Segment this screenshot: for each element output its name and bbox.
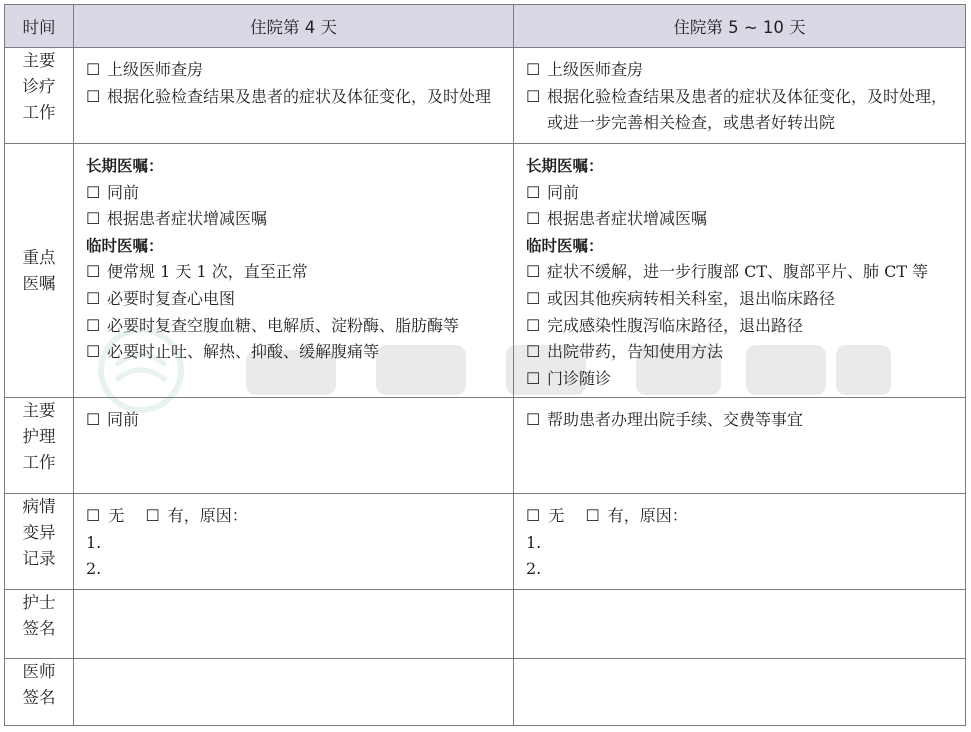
orders-day-4 [74, 144, 514, 398]
long-term-orders-title: 长期医嘱： [86, 157, 164, 175]
checkbox-icon[interactable]: ☐ [86, 182, 101, 202]
nursing-day-5-10 [514, 398, 966, 494]
checklist-item[interactable]: ☐ 便常规 1 天 1 次，直至正常 [86, 259, 503, 286]
variance-yes-option[interactable]: ☐ 有，原因： [145, 506, 248, 525]
checkbox-icon[interactable]: ☐ [145, 506, 160, 525]
checklist-item[interactable]: ☐ 完成感染性腹泻临床路径，退出路径 [526, 313, 955, 340]
checklist-item[interactable]: ☐ 门诊随诊 [526, 366, 955, 393]
variance-reason-line-1: 1. [526, 532, 542, 552]
temporary-orders-title: 临时医嘱： [526, 236, 604, 255]
checkbox-icon[interactable]: ☐ [86, 315, 101, 335]
diagnosis-day-5-10 [514, 48, 966, 144]
row-main-diagnosis [5, 48, 966, 144]
checkbox-icon[interactable]: ☐ [86, 506, 101, 525]
variance-none-option[interactable]: ☐ 无 [526, 506, 565, 525]
header-day-4: 住院第 4 天 [74, 5, 514, 48]
row-doctor-signature [5, 659, 966, 726]
checklist-item[interactable]: ☐ 根据化验检查结果及患者的症状及体征变化，及时处理，或进一步完善相关检查，或患者好转出院 [526, 84, 955, 137]
checkbox-icon[interactable]: ☐ [86, 342, 101, 362]
row-key-orders [5, 144, 966, 398]
row-label-variance: 病情 变异 记录 [5, 494, 74, 590]
variance-none-option[interactable]: ☐ 无 [86, 506, 125, 525]
checkbox-icon[interactable]: ☐ [526, 506, 541, 525]
clinical-pathway-table [4, 4, 966, 726]
checkbox-icon[interactable]: ☐ [86, 262, 101, 282]
variance-reason-line-1: 1. [86, 532, 102, 552]
checklist-item[interactable]: ☐ 必要时复查心电图 [86, 286, 503, 313]
checklist-item[interactable]: ☐ 根据化验检查结果及患者的症状及体征变化，及时处理 [86, 84, 503, 111]
checkbox-icon[interactable]: ☐ [526, 86, 541, 106]
doctor-signature-day-4[interactable] [74, 659, 514, 726]
row-label-doctor-signature: 医师 签名 [5, 659, 74, 726]
checklist-item[interactable]: ☐ 根据患者症状增减医嘱 [86, 206, 503, 233]
checklist-item[interactable]: ☐ 或因其他疾病转相关科室，退出临床路径 [526, 286, 955, 313]
variance-reason-line-2: 2. [526, 559, 542, 579]
doctor-signature-day-5-10[interactable] [514, 659, 966, 726]
nursing-day-4 [74, 398, 514, 494]
row-label-nurse-signature: 护士 签名 [5, 590, 74, 659]
nurse-signature-day-4[interactable] [74, 590, 514, 659]
checkbox-icon[interactable]: ☐ [86, 209, 101, 229]
checkbox-icon[interactable]: ☐ [526, 288, 541, 308]
checkbox-icon[interactable]: ☐ [526, 182, 541, 202]
row-nursing [5, 398, 966, 494]
variance-day-4 [74, 494, 514, 590]
orders-day-5-10 [514, 144, 966, 398]
checkbox-icon[interactable]: ☐ [86, 86, 101, 106]
variance-options [86, 503, 503, 530]
checkbox-icon[interactable]: ☐ [86, 410, 101, 429]
checkbox-icon[interactable]: ☐ [526, 209, 541, 229]
variance-day-5-10 [514, 494, 966, 590]
row-label-diagnosis: 主要 诊疗 工作 [5, 48, 74, 144]
checklist-item[interactable]: ☐ 帮助患者办理出院手续、交费等事宜 [526, 407, 955, 434]
variance-options [526, 503, 955, 530]
checkbox-icon[interactable]: ☐ [86, 60, 101, 79]
checklist-item[interactable]: ☐ 同前 [526, 180, 955, 207]
header-day-5-10: 住院第 5 ~ 10 天 [514, 5, 966, 48]
checkbox-icon[interactable]: ☐ [526, 410, 541, 429]
checklist-item[interactable]: ☐ 上级医师查房 [526, 57, 955, 84]
header-row [5, 5, 966, 48]
checklist-item[interactable]: ☐ 同前 [86, 407, 503, 434]
nurse-signature-day-5-10[interactable] [514, 590, 966, 659]
checklist-item[interactable]: ☐ 同前 [86, 180, 503, 207]
variance-yes-option[interactable]: ☐ 有，原因： [585, 506, 688, 525]
checkbox-icon[interactable]: ☐ [526, 60, 541, 79]
row-label-orders: 重点 医嘱 [5, 144, 74, 398]
checkbox-icon[interactable]: ☐ [526, 315, 541, 335]
checklist-item[interactable]: ☐ 根据患者症状增减医嘱 [526, 206, 955, 233]
header-time: 时间 [5, 5, 74, 48]
checkbox-icon[interactable]: ☐ [86, 288, 101, 308]
variance-reason-line-2: 2. [86, 559, 102, 579]
checklist-item[interactable]: ☐ 症状不缓解，进一步行腹部 CT、腹部平片、肺 CT 等 [526, 259, 955, 286]
long-term-orders-title: 长期医嘱： [526, 157, 604, 175]
checklist-item[interactable]: ☐ 必要时止吐、解热、抑酸、缓解腹痛等 [86, 339, 503, 366]
temporary-orders-title: 临时医嘱： [86, 236, 164, 255]
checkbox-icon[interactable]: ☐ [585, 506, 600, 525]
row-label-nursing: 主要 护理 工作 [5, 398, 74, 494]
diagnosis-day-4 [74, 48, 514, 144]
row-nurse-signature [5, 590, 966, 659]
checklist-item[interactable]: ☐ 出院带药，告知使用方法 [526, 339, 955, 366]
checkbox-icon[interactable]: ☐ [526, 368, 541, 388]
checklist-item[interactable]: ☐ 必要时复查空腹血糖、电解质、淀粉酶、脂肪酶等 [86, 313, 503, 340]
row-variance [5, 494, 966, 590]
checklist-item[interactable]: ☐ 上级医师查房 [86, 57, 503, 84]
checkbox-icon[interactable]: ☐ [526, 262, 541, 282]
checkbox-icon[interactable]: ☐ [526, 342, 541, 362]
